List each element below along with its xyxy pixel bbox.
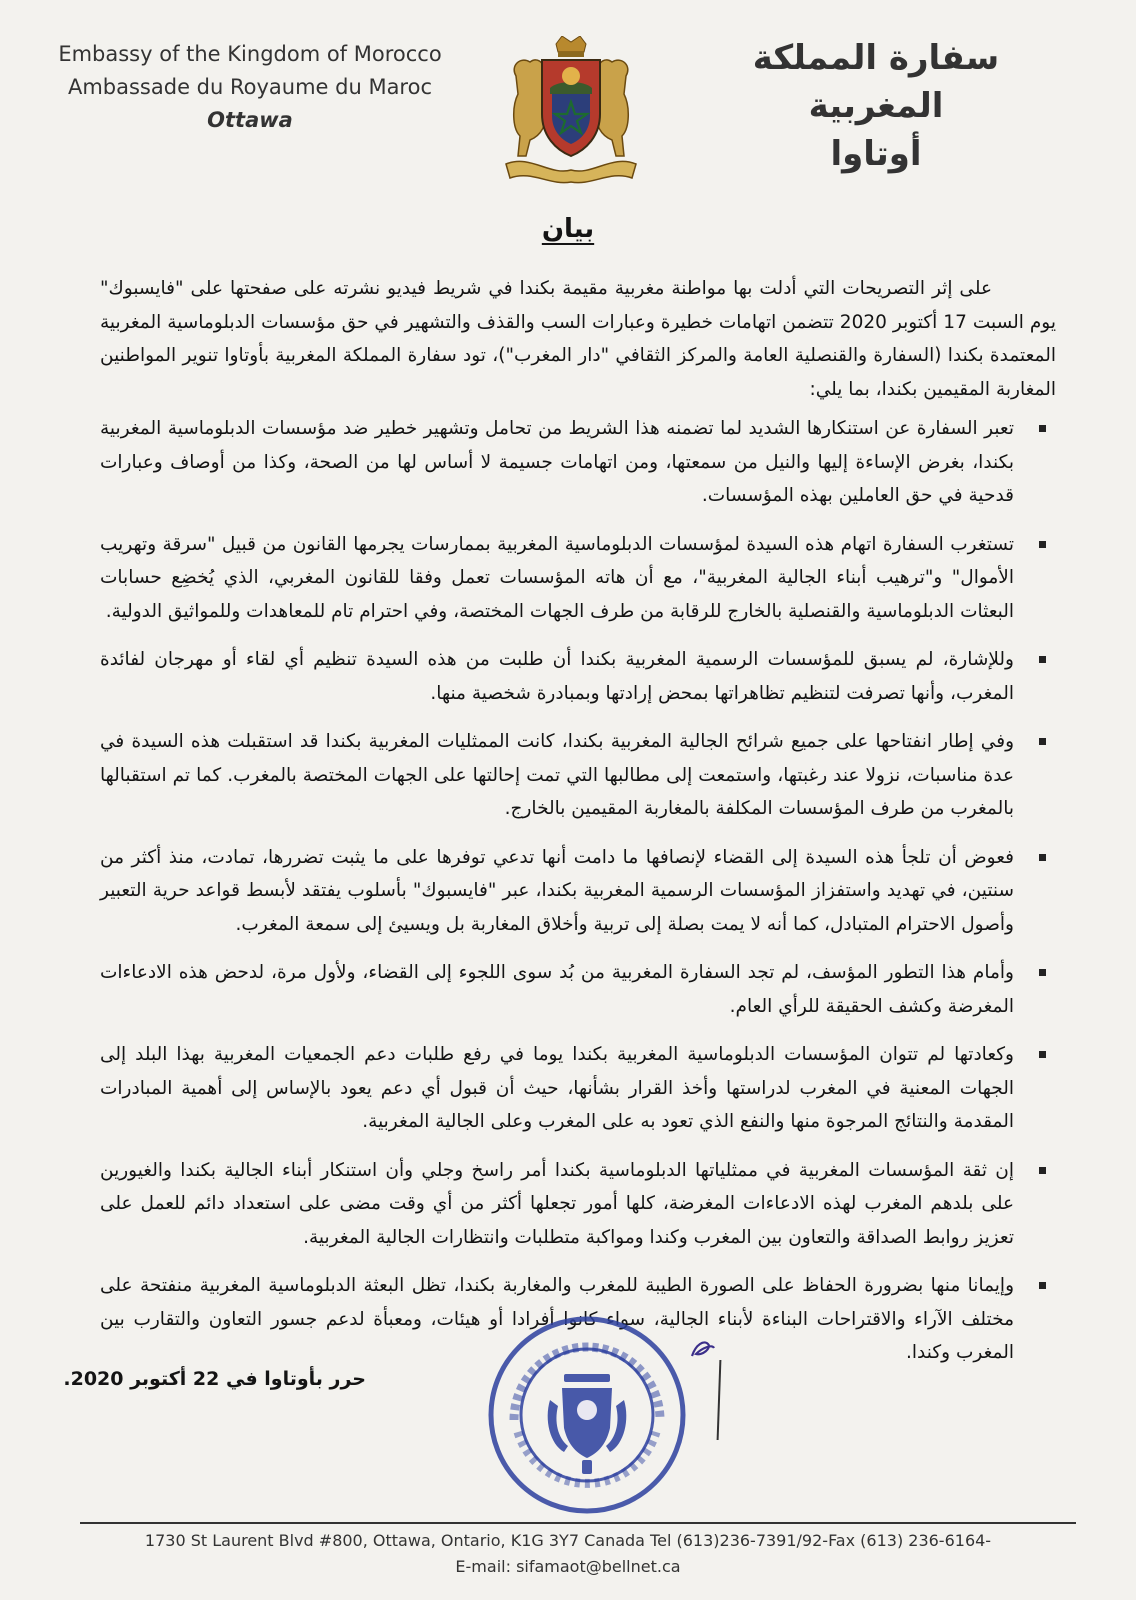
embassy-name-en: Embassy of the Kingdom of Morocco (58, 42, 442, 66)
bullet-icon (1039, 969, 1046, 976)
list-item (100, 528, 1056, 629)
point-text: فعوض أن تلجأ هذه السيدة إلى القضاء لإنصافها ما دامت أنها تدعي توفرها على ما يثبت تضررها، تمادت، منذ أكثر من سنتين، في تهديد واستفزاز المؤسسات الرسمية المغربية بكندا، عبر "فايسبوك" بأسلوب يفتقد لأبسط قواعد حرية التعبير وأصول الاحترام المتبادل، كما أنه لا يمت بصلة إلى تربية وأخلاق المغاربة بل ويسيئ إلى سمعة المغرب. (100, 846, 1014, 935)
point-text: إن ثقة المؤسسات المغربية في ممثلياتها الدبلوماسية بكندا أمر راسخ وجلي وأن استنكار أبناء الجالية بكندا والغيورين على بلدهم المغرب لهذه الادعاءات المغرضة، كلها أمور تجعلها أكثر من أي وقت مضى على استعداد دائم للعمل على تعزيز روابط الصداقة والتعاون بين المغرب وكندا ومواكبة متطلبات وانتظارات الجالية المغربية. (100, 1159, 1014, 1248)
list-item (100, 643, 1056, 710)
statement-title: بيان (541, 214, 595, 244)
point-text: وأمام هذا التطور المؤسف، لم تجد السفارة المغربية من بُد سوى اللجوء إلى القضاء، ولأول مرة، لدحض هذه الادعاءات المغرضة وكشف الحقيقة للرأي العام. (100, 962, 1014, 1017)
embassy-name-fr: Ambassade du Royaume du Maroc (67, 75, 433, 99)
moroccan-coat-of-arms-icon (500, 36, 642, 186)
point-text: وفي إطار انفتاحها على جميع شرائح الجالية المغربية بكندا، كانت الممثليات المغربية بكندا قد استقبلت هذه السيدة في عدة مناسبات، نزولا عند رغبتها، واستمعت إلى مطالبها التي تمت إحالتها على الجهات المختصة بالمغرب. كما تم استقبالها بالمغرب من طرف المؤسسات المكلفة بالمغاربة المقيمين بالخارج. (100, 731, 1014, 819)
footer-address: 1730 St Laurent Blvd #800, Ottawa, Ontario, K1G 3Y7 Canada Tel (613)236-7391/92-Fax (613) 236-6164- (144, 1531, 992, 1550)
signature-mark (690, 1338, 716, 1360)
bullet-icon (1039, 656, 1046, 663)
footer (0, 1528, 1136, 1580)
list-item (100, 841, 1056, 942)
embassy-name-ar: سفارة المملكة المغربية (752, 38, 1000, 126)
point-text: تستغرب السفارة اتهام هذه السيدة لمؤسسات الدبلوماسية المغربية بممارسات يجرمها القانون من قبيل "سرقة وتهريب الأموال" و"ترهيب أبناء الجالية المغربية"، مع أن هاته المؤسسات تعمل وفقا للقانون المغربي، الذي يُخضِع حسابات البعثات الدبلوماسية والقنصلية بالخارج للرقابة من طرف الجهات المختصة، وفي احترام تام للمعاهدات وللمواثيق الدولية. (100, 533, 1014, 622)
header-english (40, 38, 460, 137)
header-arabic (696, 34, 1056, 178)
footer-divider (80, 1522, 1076, 1524)
bullet-icon (1039, 541, 1046, 548)
point-text: وإيمانا منها بضرورة الحفاظ على الصورة الطيبة للمغرب والمغاربة بكندا، تظل البعثة الدبلوماسية المغربية منفتحة على مختلف الآراء والاقتراحات البناءة لأبناء الجالية، سواء كانوا أفرادا أو هيئات، ومعبأة لدعم جسور التعاون والتقارب بين المغرب وكندا. (100, 1275, 1014, 1363)
statement-body (100, 272, 1056, 1385)
embassy-city-ar: أوتاوا (830, 134, 922, 174)
footer-email: E-mail: sifamaot@bellnet.ca (455, 1557, 681, 1576)
embassy-city: Ottawa (207, 108, 293, 132)
embassy-seal-stamp-icon (484, 1310, 690, 1520)
list-item (100, 1154, 1056, 1255)
list-item (100, 412, 1056, 513)
list-item (100, 725, 1056, 826)
bullet-icon (1039, 1051, 1046, 1058)
signoff-date: حرر بأوتاوا في 22 أكتوبر 2020. (63, 1368, 366, 1390)
intro-paragraph: على إثر التصريحات التي أدلت بها مواطنة مغربية مقيمة بكندا في شريط فيديو نشرته على صفحتها على "فايسبوك" يوم السبت 17 أكتوبر 2020 تتضمن اتهامات خطيرة وعبارات السب والقذف والتشهير في حق مؤسسات الدبلوماسية المغربية المعتمدة بكندا (السفارة والقنصلية العامة والمركز الثقافي "دار المغرب")، تود سفارة المملكة المغربية بأوتاوا تنوير المواطنين المغاربة المقيمين بكندا، بما يلي: (100, 278, 1056, 400)
statement-points (100, 412, 1056, 1370)
point-text: تعبر السفارة عن استنكارها الشديد لما تضمنه هذا الشريط من تحامل وتشهير خطير ضد مؤسسات الدبلوماسية المغربية بكندا، بغرض الإساءة إليها والنيل من سمعتها، ومن اتهامات جسيمة لا أساس لها من الصحة، وكذا من أوصاف وعبارات قدحية في حق العاملين بهذه المؤسسات. (100, 418, 1014, 506)
bullet-icon (1039, 1167, 1046, 1174)
list-item (100, 956, 1056, 1023)
bullet-icon (1039, 738, 1046, 745)
point-text: وكعادتها لم تتوان المؤسسات الدبلوماسية المغربية بكندا يوما في رفع طلبات دعم الجمعيات المغربية بهذا البلد إلى الجهات المعنية في المغرب لدراستها وأخذ القرار بشأنها، حيث أن قبول أي دعم يعود بالإساس إلى أهمية المبادرات المقدمة والنتائج المرجوة منها والنفع الذي تعود به على المغرب وعلى الجالية المغربية. (100, 1044, 1014, 1132)
bullet-icon (1039, 425, 1046, 432)
bullet-icon (1039, 1282, 1046, 1289)
point-text: وللإشارة، لم يسبق للمؤسسات الرسمية المغربية بكندا أن طلبت من هذه السيدة تنظيم أي لقاء أو مهرجان لفائدة المغرب، وأنها تصرفت لتنظيم تظاهراتها بمحض إرادتها وبمبادرة شخصية منها. (100, 649, 1014, 704)
bullet-icon (1039, 854, 1046, 861)
list-item (100, 1038, 1056, 1139)
